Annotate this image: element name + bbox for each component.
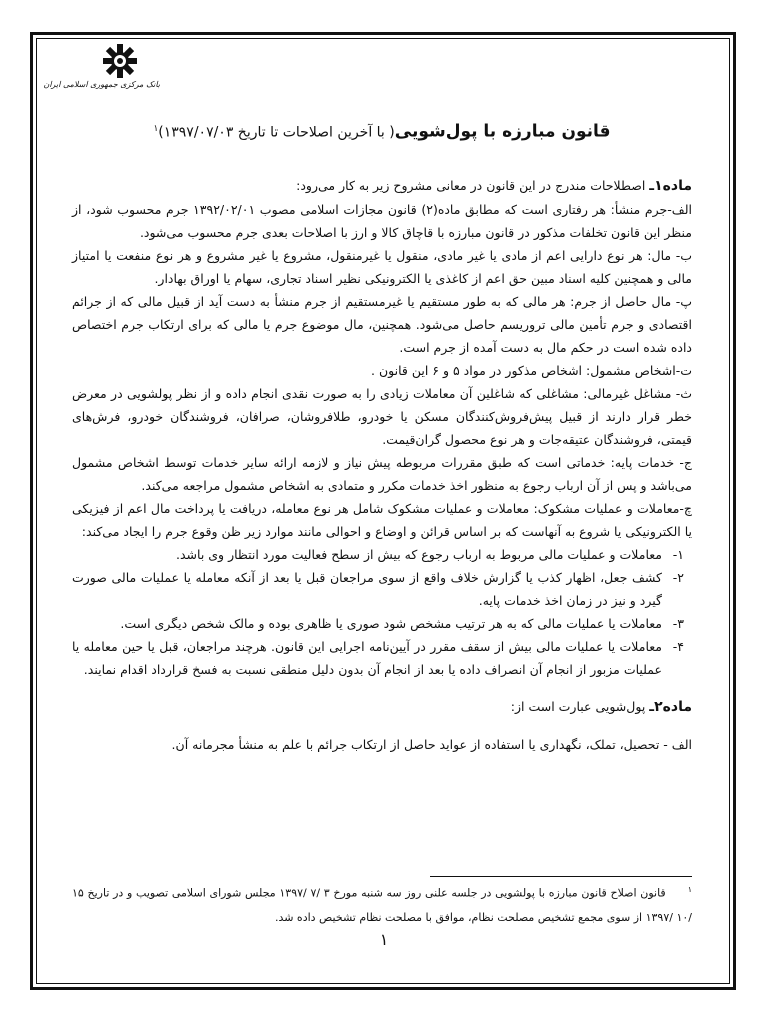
article-1-label: ماده۱ـ — [649, 177, 692, 194]
article-1-heading — [72, 174, 692, 198]
definition-te: ت-اشخاص مشمول: اشخاص مذکور در مواد ۵ و ۶ این قانون . — [371, 362, 692, 378]
definition-che: چ-معاملات و عملیات مشکوک: معاملات و عملیات مشکوک شامل هر نوع معامله، دریافت یا پرداخت مال اعم از فیزیکی یا الکترونیکی یا شروع به آنهاست که بر اساس قرائن و اوضاع و احوالی مانند موارد زیر ظن وقوع جرم را ایجاد می‌کند: — [72, 500, 692, 539]
article-1-intro: اصطلاحات مندرج در این قانون در معانی مشروح زیر به کار می‌رود: — [296, 177, 650, 193]
page-number: ۱ — [379, 930, 389, 949]
list-item-number: ۳- — [672, 615, 684, 631]
definition-be: ب- مال: هر نوع دارایی اعم از مادی یا غیر مادی، منقول یا غیرمنقول، مشروع یا غیر مشروع و هر نوع منفعت یا امتیاز مالی و همچنین کلیه اسناد مبین حق اعم از کاغذی یا الکترونیکی نظیر اسناد تجاری، سهام یا اوراق بهادار. — [72, 247, 692, 286]
footnote-mark: ۱ — [687, 885, 692, 894]
footnote-text: قانون اصلاح قانون مبارزه با پولشویی در جلسه علنی روز سه شنبه مورخ ۳ /۷ /۱۳۹۷ مجلس شورای اسلامی تصویب و در تاریخ ۱۵ /۱۰ /۱۳۹۷ از سوی مجمع تشخیص مصلحت نظام، موافق با مصلحت نظام تشخیص داده شد. — [72, 886, 692, 924]
list-item — [72, 543, 692, 566]
bank-emblem-icon — [100, 42, 140, 80]
list-item-text: کشف جعل، اظهار کذب یا گزارش خلاف واقع از سوی مراجعان قبل یا بعد از آنکه معامله یا عملیات مالی صورت گیرد و نیز در زمان اخذ خدمات پایه. — [72, 569, 662, 608]
definition-pe: پ- مال حاصل از جرم: هر مالی که به طور مستقیم یا غیرمستقیم از جرم منشأ به دست آید از قبیل مالی که از جرائم اقتصادی و جرم تأمین مالی تروریسم حاصل می‌شود. همچنین، مال موضوع جرم یا مالی که برای ارتکاب جرم اختصاص داده شده است در حکم مال به دست آمده از جرم است. — [72, 293, 692, 355]
list-item — [72, 612, 692, 635]
footnote-separator — [430, 876, 692, 877]
definition-alef: الف-جرم منشأ: هر رفتاری است که مطابق ماده(۲) قانون مجازات اسلامی مصوب ۱۳۹۲/۰۲/۰۱ جرم محسوب شود، از منظر این قانون تخلفات مذکور در قانون مبارزه با قاچاق کالا و ارز با اصلاحات بعدی جرم محسوب می‌شود. — [72, 201, 692, 240]
document-title — [72, 118, 692, 144]
definition-jim: ج- خدمات پایه: خدماتی است که طبق مقررات مربوطه پیش نیاز و لازمه ارائه سایر خدمات توسط اشخاص مشمول می‌باشد و پس از آن ارباب رجوع به منظور اخذ خدمات مکرر و متمادی به اشخاص مشمول مراجعه می‌کند. — [72, 454, 692, 493]
title-main: قانون مبارزه با پول‌شویی — [394, 121, 611, 142]
list-item — [72, 635, 692, 681]
article-2-item-alef: الف - تحصیل، تملک، نگهداری یا استفاده از عواید حاصل از ارتکاب جرائم با علم به منشأ مجرمانه آن. — [171, 736, 692, 752]
list-item — [72, 566, 692, 612]
article-2-heading — [72, 695, 692, 719]
list-item-number: ۲- — [672, 569, 684, 585]
suspicious-transactions-list — [72, 543, 692, 681]
list-item-number: ۴- — [672, 638, 684, 654]
article-2-intro: پول‌شویی عبارت است از: — [510, 698, 650, 714]
list-item-number: ۱- — [672, 546, 684, 562]
article-2-label: ماده۲ـ — [649, 698, 692, 715]
list-item-text: معاملات یا عملیات مالی که به هر ترتیب مشخص شود صوری یا ظاهری بوده و مالک شخص دیگری است. — [120, 615, 662, 631]
list-item-text: معاملات یا عملیات مالی بیش از سقف مقرر در آیین‌نامه اجرایی این قانون. هرچند مراجعان، قبل یا حین معامله یا عملیات مزبور از انجام آن انصراف داده یا بعد از انجام آن بدون دلیل منطقی نسبت به فسخ قرارداد اقدام نمایند. — [72, 638, 662, 677]
footnote — [72, 878, 692, 930]
bank-logo-caption: بانک مرکزی جمهوری اسلامی ایران — [43, 80, 160, 89]
bank-logo — [43, 42, 160, 100]
title-footnote-mark: ۱ — [153, 124, 159, 134]
document-body — [72, 118, 692, 756]
definition-se: ث- مشاغل غیرمالی: مشاغلی که شاغلین آن معاملات زیادی را به صورت نقدی انجام داده و از نظر پولشویی در معرض خطر قرار دارند از قبیل پیش‌فروش‌کنندگان مسکن یا خودرو، طلافروشان، صرافان، فروشندگان خودرو، فرش‌های قیمتی، فروشندگان عتیقه‌جات و هر نوع محصول گران‌قیمت. — [72, 385, 692, 447]
title-subtitle: ( با آخرین اصلاحات تا تاریخ ۱۳۹۷/۰۷/۰۳) — [158, 124, 395, 141]
list-item-text: معاملات و عملیات مالی مربوط به ارباب رجوع که بیش از سطح فعالیت مورد انتظار وی باشد. — [176, 546, 662, 562]
